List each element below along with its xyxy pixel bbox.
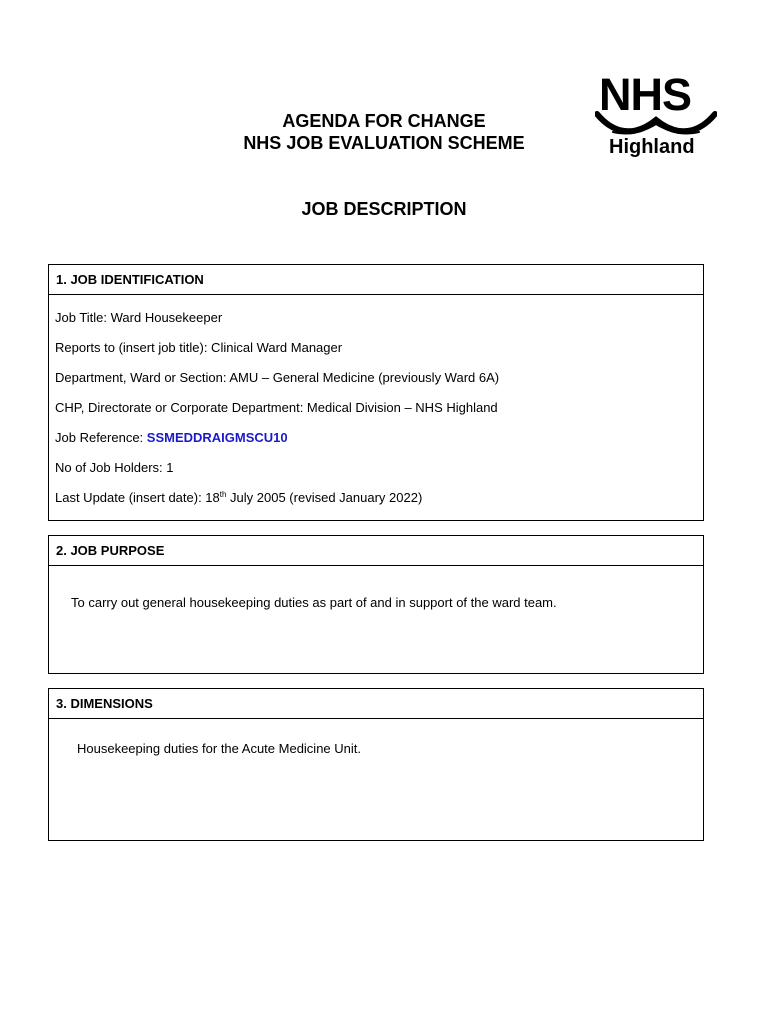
last-update-label: Last Update (insert date): 18 [55, 490, 220, 505]
logo-nhs-text: NHS [599, 69, 692, 120]
job-identification-heading: 1. JOB IDENTIFICATION [49, 265, 703, 295]
dimensions-section [48, 688, 704, 841]
job-title-row: Job Title: Ward Housekeeper [55, 310, 223, 325]
reports-to-row: Reports to (insert job title): Clinical Ward Manager [55, 340, 343, 355]
job-purpose-text: To carry out general housekeeping duties as part of and in support of the ward team. [71, 595, 557, 610]
dimensions-text: Housekeeping duties for the Acute Medicine Unit. [77, 741, 362, 756]
job-holders-row: No of Job Holders: 1 [55, 460, 174, 475]
last-update-row [55, 490, 422, 506]
last-update-rest: July 2005 (revised January 2022) [226, 490, 423, 505]
job-reference-label: Job Reference: [55, 430, 147, 445]
department-row: Department, Ward or Section: AMU – General Medicine (previously Ward 6A) [55, 370, 500, 385]
job-purpose-heading: 2. JOB PURPOSE [49, 536, 703, 566]
job-reference-value: SSMEDDRAIGMSCU10 [146, 430, 288, 445]
job-identification-section [48, 264, 704, 521]
dimensions-heading: 3. DIMENSIONS [49, 689, 703, 719]
last-update-ordinal: th [219, 490, 227, 499]
document-title: JOB DESCRIPTION [301, 199, 467, 219]
header-line-1: AGENDA FOR CHANGE [282, 111, 486, 131]
job-purpose-section [48, 535, 704, 674]
logo-region-text: Highland [609, 136, 695, 158]
job-reference-row [55, 430, 288, 446]
header-line-2: NHS JOB EVALUATION SCHEME [243, 133, 525, 153]
directorate-row: CHP, Directorate or Corporate Department: Medical Division – NHS Highland [55, 400, 498, 415]
